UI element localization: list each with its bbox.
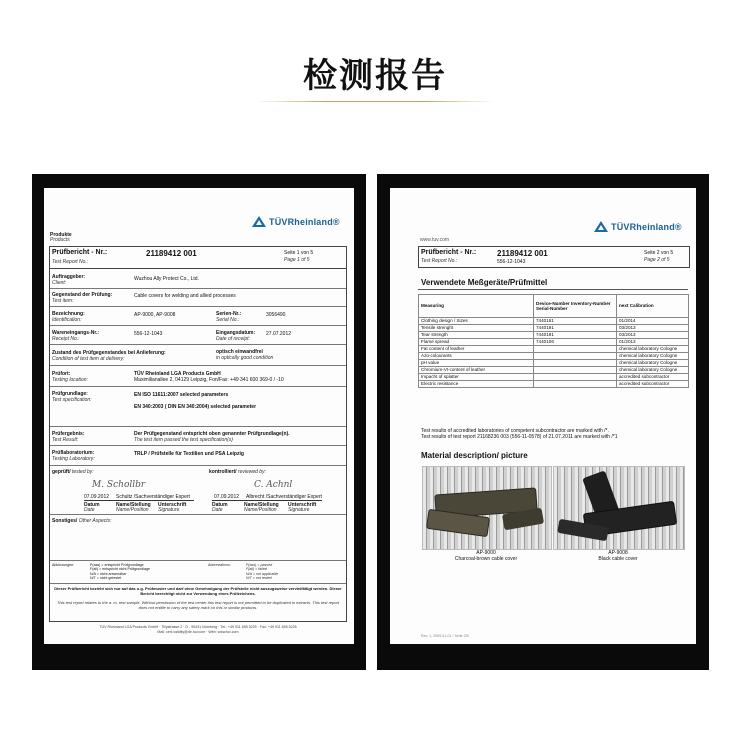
abbreviations-en — [246, 563, 278, 581]
reviewed-by-de: kontrolliert/ — [209, 469, 237, 475]
page-indicator-de: Seite 1 von 5 — [284, 250, 314, 256]
other-aspects — [52, 518, 112, 524]
table-cell: Tear strength — [419, 332, 534, 339]
section-rule — [418, 289, 688, 290]
table-cell — [534, 367, 617, 374]
other-aspects-en: Other Aspects: — [78, 518, 112, 524]
table-cell: chemical laboratory Cologne — [617, 367, 689, 374]
table-cell: accredited subcontractor — [617, 381, 689, 388]
report-number: 21189412 001 — [146, 249, 197, 258]
row-divider — [50, 465, 346, 466]
table-cell: chemical laboratory Cologne — [617, 346, 689, 353]
row-divider — [50, 583, 346, 584]
table-row — [419, 332, 689, 339]
testing-location-label-en: Testing location: — [52, 377, 88, 383]
table-cell: Clothing design / Sizes — [419, 318, 534, 325]
row-divider — [50, 288, 346, 289]
report-label: Prüfbericht - Nr.: — [421, 249, 477, 256]
report-number: 21189412 001 — [497, 249, 548, 258]
tuv-logo — [594, 221, 682, 232]
sig-col-signature: Unterschrift — [288, 502, 317, 508]
abbreviations-de — [90, 563, 150, 581]
page-title: 检测报告 — [303, 56, 447, 96]
table-cell: 7440191 — [534, 325, 617, 332]
tuv-logo-text: TÜVRheinland® — [269, 216, 340, 227]
abbr-item: P(ass) = entspricht Prüfgrundlage — [90, 563, 144, 567]
table-row — [419, 325, 689, 332]
receipt-date-value: 27.07.2012 — [266, 331, 292, 337]
serial-value: 3056490 — [266, 312, 286, 318]
tested-by-en: tested by: — [72, 469, 94, 475]
tester-name: Schultz /Sachverständiger Expert — [116, 494, 190, 500]
website-url: www.tuv.com — [420, 237, 450, 243]
reviewer-name: Albrecht /Sachverständiger Expert — [246, 494, 322, 500]
lab-value: TRLP / Prüfstelle für Textilien und PSA Leipzig — [134, 451, 244, 457]
identification-value: AP-9000, AP-9008 — [134, 312, 176, 318]
test-report-page-2 — [390, 188, 696, 644]
row-divider — [50, 560, 346, 561]
row-divider — [50, 514, 346, 515]
page-indicator-en: Page 2 of 5 — [644, 257, 670, 263]
row-divider — [50, 344, 346, 345]
test-result-label-en: Test Result: — [52, 437, 79, 443]
test-item-label-en: Test item: — [52, 298, 74, 304]
receipt-date-label-en: Date of receipt: — [216, 336, 250, 342]
report-label-en: Test Report No.: — [52, 259, 89, 265]
tuv-logo-text: TÜVRheinland® — [611, 221, 682, 232]
testing-location-label: Prüfort: — [52, 371, 71, 377]
table-row — [419, 339, 689, 346]
table-cell: 01/2014 — [617, 318, 689, 325]
equipment-table — [418, 294, 689, 388]
sig-col-name-en: Name/Position — [116, 507, 149, 513]
lab-label: Prüflaboratorium: — [52, 450, 95, 456]
test-spec-label-en: Test specification: — [52, 397, 92, 403]
serial-label-en: Serial No.: — [216, 317, 240, 323]
table-cell: 7440191 — [534, 332, 617, 339]
section-title-material: Material description/ picture — [421, 451, 528, 460]
test-spec-label: Prüfgrundlage: — [52, 391, 88, 397]
tested-by-de: geprüft/ — [52, 469, 71, 475]
reviewer-date: 07.09.2012 — [214, 494, 240, 500]
test-result-value-en: The test item passed the test specification(s) — [134, 437, 233, 443]
table-cell — [534, 360, 617, 367]
sig-col-name: Name/Stellung — [244, 502, 279, 508]
abbr-item: F(ail) = failed — [246, 567, 267, 572]
table-cell — [534, 346, 617, 353]
testing-location-address: Maximilianallee 2, 04129 Leipzig, Fon/Fax: +49 341 600 369-0 / -10 — [134, 377, 284, 383]
sig-col-date: Datum — [212, 502, 228, 508]
abbr-item: F(ail) = entspricht nicht Prüfgrundlage — [90, 567, 151, 572]
page-indicator-en: Page 1 of 5 — [284, 257, 310, 263]
lab-label-en: Testing Laboratory: — [52, 456, 95, 462]
tuv-triangle-icon — [252, 216, 266, 227]
disclaimer-en: This test report relates to the a. m. test sample. Without permission of the test center this test report is not permitted to be duplicated in extracts. This test report does not entitle to carry any safety mark on this or similar products. — [56, 600, 340, 610]
table-cell: Flame spread — [419, 339, 534, 346]
table-cell: Fat content of leather — [419, 346, 534, 353]
condition-label: Zustand des Prüfgegenstandes bei Anlieferung: — [52, 350, 166, 356]
table-cell: pH value — [419, 360, 534, 367]
identification-label: Bezeichnung: — [52, 311, 85, 317]
table-cell: Tensile strenght — [419, 325, 534, 332]
table-cell: chemical laboratory Cologne — [617, 360, 689, 367]
produkte-label: Produkte — [50, 232, 72, 238]
test-result-value: Der Prüfgegenstand entspricht oben genannter Prüfgrundlage(n). — [134, 431, 290, 437]
signature-line — [212, 500, 322, 501]
abbr-item: N/T = not tested — [246, 576, 272, 581]
signature-tester: M. Schollbr — [92, 480, 146, 490]
header-device-number: Device-Number Inventory-Number Serial-Number — [534, 295, 617, 318]
footer-address: TÜV Rheinland LGA Products GmbH · Tillystrasse 2 · D - 90431 Nürnberg · Tel.: +49 911 655 5225 · Fax: +49 911 655 5226 — [99, 625, 297, 629]
page-footer: Rev. 1, 2009-01-01 / Seite 2/5 — [421, 634, 469, 638]
abbreviations-label-en: Abbreviations: — [208, 563, 231, 567]
receipt-date-label: Eingangsdatum: — [216, 330, 256, 336]
abbr-item: N/A = nicht anwendbar — [90, 571, 127, 576]
receipt-value: 556-12-1043 — [134, 331, 163, 337]
sig-col-name-en: Name/Position — [244, 507, 277, 513]
table-cell: Chromium-VI-content of leather — [419, 367, 534, 374]
abbr-item: N/T = nicht getestet — [90, 576, 122, 581]
client-value: Wuzhou Ally Protect Co., Ltd. — [134, 276, 199, 282]
row-divider — [50, 386, 346, 387]
reviewed-by-en: reviewed by: — [237, 469, 266, 475]
condition-label-en: Condition of test item at delivery: — [52, 356, 125, 362]
table-cell: 7440161 — [534, 318, 617, 325]
table-cell: 03/2013 — [617, 332, 689, 339]
report-label: Prüfbericht - Nr.: — [52, 249, 108, 256]
header-next-calibration: next Calibration — [617, 295, 689, 318]
signature-reviewer: C. Achnl — [254, 480, 293, 490]
disclaimer-de: Dieser Prüfbericht bezieht sich nur auf das o.g. Prüfmuster und darf ohne Genehmigung der Prüfstelle nicht auszugsweise vervielfältigt werden. Dieser Bericht berechtigt nicht zur Verwendung eines Prüfzeichens. — [54, 586, 342, 596]
table-header-row — [419, 295, 689, 318]
receipt-label-en: Receipt No.: — [52, 336, 80, 342]
abbr-item: N/A = not applicable — [246, 571, 279, 576]
table-row — [419, 346, 689, 353]
abbr-item: P(ass) = passed — [246, 563, 273, 567]
table-cell — [534, 381, 617, 388]
table-row — [419, 360, 689, 367]
page-indicator-de: Seite 2 von 5 — [644, 250, 674, 256]
testing-location-value: TÜV Rheinland LGA Products GmbH — [134, 371, 221, 377]
row-divider — [50, 365, 346, 366]
row-divider — [50, 445, 346, 446]
section-title-equipment: Verwendete Meßgeräte/Prüfmittel — [421, 278, 548, 287]
table-cell: Impacht of splatter — [419, 374, 534, 381]
sig-col-date-en: Date — [212, 507, 223, 513]
sig-col-signature-en: Signature — [288, 507, 310, 513]
tuv-logo — [252, 216, 340, 227]
client-label-en: Client: — [52, 280, 67, 286]
condition-value: optisch einwandfrei — [216, 349, 263, 355]
row-divider — [50, 306, 346, 307]
reviewed-by-label — [209, 469, 266, 475]
photo1-caption: Charcoal-brown cable cover — [454, 556, 518, 562]
note-previous-report: Test results of test report 21168236 003 (556-11-0578) of 21.07.2011 are marked with /*1 — [421, 434, 618, 440]
other-aspects-de: Sonstiges/ — [52, 518, 78, 524]
table-cell: Electric resistance — [419, 381, 534, 388]
photo2-code: AP-9008 — [608, 550, 628, 556]
test-item-value: Cable covers for welding and allied processes — [134, 293, 236, 299]
condition-value-en: in optically good condition — [216, 355, 274, 361]
photo1-code: AP-9000 — [476, 550, 496, 556]
row-divider — [50, 426, 346, 427]
sig-col-date: Datum — [84, 502, 100, 508]
table-row — [419, 374, 689, 381]
table-cell — [534, 353, 617, 360]
table-row — [419, 353, 689, 360]
serial-label: Serien-Nr.: — [216, 311, 242, 317]
abbreviations-label: Abkürzungen: — [52, 563, 75, 567]
receipt-label: Wareneingangs-Nr.: — [52, 330, 100, 336]
table-cell — [534, 374, 617, 381]
table-cell: chemical laboratory Cologne — [617, 353, 689, 360]
header-measuring: Measuring — [419, 295, 534, 318]
table-cell: accredited subcontractor — [617, 374, 689, 381]
table-cell: Azo-colourants — [419, 353, 534, 360]
test-spec-value-1: EN ISO 11611:2007 selected parameters — [134, 392, 229, 398]
table-cell: 7440106 — [534, 339, 617, 346]
tuv-triangle-icon — [594, 221, 608, 232]
sig-col-date-en: Date — [84, 507, 95, 513]
note-accredited: Test results of accredited laboratories of competent subcontractor are marked with /*. — [421, 428, 609, 434]
test-result-label: Prüfergebnis: — [52, 431, 85, 437]
photo-black-cover — [553, 466, 685, 550]
tester-date: 07.09.2012 — [84, 494, 110, 500]
client-label: Auftraggeber: — [52, 274, 86, 280]
table-row — [419, 318, 689, 325]
footer-contact: Mail: cert-validity@de.tuv.com · Web: www.tuv.com — [157, 630, 239, 634]
test-item-label: Gegenstand der Prüfung: — [52, 292, 113, 298]
products-label: Products — [50, 237, 70, 243]
sig-col-signature-en: Signature — [158, 507, 180, 513]
sig-col-signature: Unterschrift — [158, 502, 187, 508]
photo-charcoal-brown-cover — [422, 466, 552, 550]
table-row — [419, 367, 689, 374]
signature-line — [84, 500, 194, 501]
receipt-number: 556-12-1043 — [497, 259, 526, 265]
test-report-page-1 — [44, 188, 354, 644]
sig-col-name: Name/Stellung — [116, 502, 151, 508]
report-label-en: Test Report No.: — [421, 258, 458, 264]
table-cell: 01/2013 — [617, 339, 689, 346]
table-row — [419, 381, 689, 388]
row-divider — [50, 325, 346, 326]
tested-by-label — [52, 469, 94, 475]
identification-label-en: Identification: — [52, 317, 82, 323]
photo2-caption: Black cable cover — [598, 556, 638, 562]
title-underline — [255, 101, 495, 102]
table-cell: 03/2013 — [617, 325, 689, 332]
test-spec-value-2: EN 340:2003 ( DIN EN 340:2004) selected parameter — [134, 404, 257, 410]
